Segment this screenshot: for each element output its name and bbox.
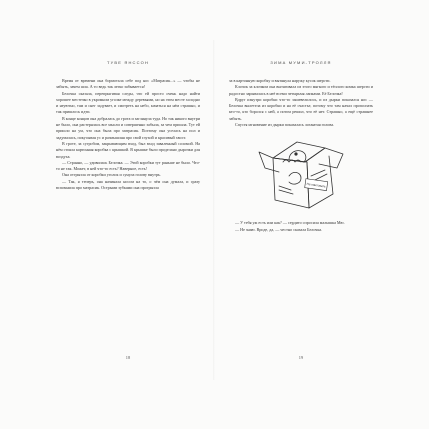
paragraph: — Странно, — удивилась Белочка. — Этой коробки тут раньше не было. Что-то не так. Может, в ней что-то есть? Наверное, есть! <box>56 159 200 172</box>
paragraph: В конце концов она добралась до грота и заглянула туда. Но так никого внутри не было, она растерялась все мысли и совершенно забыла, за чем пришла. Тут ей пришло на ум, что она была про матрасик. Поэтому она уселась на пол и задумалась, покусывая ус и размышляя про свой глухой и красивый хвост. <box>56 115 200 140</box>
box-left-flap <box>259 152 279 172</box>
left-running-head: ТУВЕ ЯНССОН <box>106 60 150 65</box>
paragraph: Клочок за клочком она вытягивала из этого мягкого и тёплого комка шерсти и радостно зарывалась в неё всеми четырьмя лапками. Её Белочка! <box>229 84 373 96</box>
left-page-number: 18 <box>125 355 131 360</box>
box-front-face <box>273 158 309 208</box>
cardboard-box-drawing <box>249 132 353 214</box>
box-right-flap <box>319 148 343 168</box>
paragraph: — У тебя уж есть или как? — сердито спросила малышка Мю. <box>235 220 345 226</box>
paragraph: Белочка сказала, перепрыгивая следы, что ей просто очень надо найти хорошее местечко в укромном уголке между деревьями, но на этом месте холодно и неуютно, там и снег задувает, и смотреть на небо, качаться на нём страшно, и так пришлось идти. <box>56 90 200 115</box>
creature-eye <box>295 153 297 155</box>
right-page-text-lower <box>229 220 373 233</box>
paragraph: — Не знаю. Вроде, да, — честно сказала Белочка. <box>235 226 323 232</box>
left-page <box>56 60 200 360</box>
paragraph: за в картонную коробку и вытянула наружу кусок шерсти. <box>229 78 331 83</box>
paragraph: — Так, я теперь, она начинала носом на то, о чём она думала, и сразу вспомнила про матрасик. Острыми зубками она прогрызла <box>56 178 200 191</box>
book-gutter <box>213 40 215 380</box>
right-running-head: ЗИМА МУМИ-ТРОЛЛЯ <box>270 60 332 65</box>
figure-on-box <box>289 173 301 185</box>
box-label-text: Не кантовать <box>306 182 326 189</box>
paragraph: В гроте, за сугробом, закрывающим вход, был вход заваленный соломой. На нём стояла картонная коробка с крышкой. В крышке было проделано дырочки для воздуха. <box>56 140 200 159</box>
right-page-number: 19 <box>298 355 304 360</box>
box-illustration <box>249 132 353 214</box>
paragraph: Спустя мгновение из дырки показалась лохматая голова. <box>235 122 335 128</box>
paragraph: Вдруг изнутри коробки что-то зашевелилось, и из дырки показался нос — Белочка вылетела из коробки и на её счастье, потому что там начал проползать кто-то, кто боролся с ней, а потом решил, что её нет. Страшно, а ещё страшнее забыть. <box>229 96 373 121</box>
paragraph: Она отгрызла от коробки уголок и сунула голову внутрь. <box>62 172 161 178</box>
right-page-text <box>229 78 373 128</box>
right-page <box>229 60 373 360</box>
paragraph: Время от времени она бормотала себе под нос «Матрасик...» — чтобы не забыть, зачем шла. А то ведь так легко забывается! <box>56 78 200 90</box>
left-page-text <box>56 78 200 191</box>
